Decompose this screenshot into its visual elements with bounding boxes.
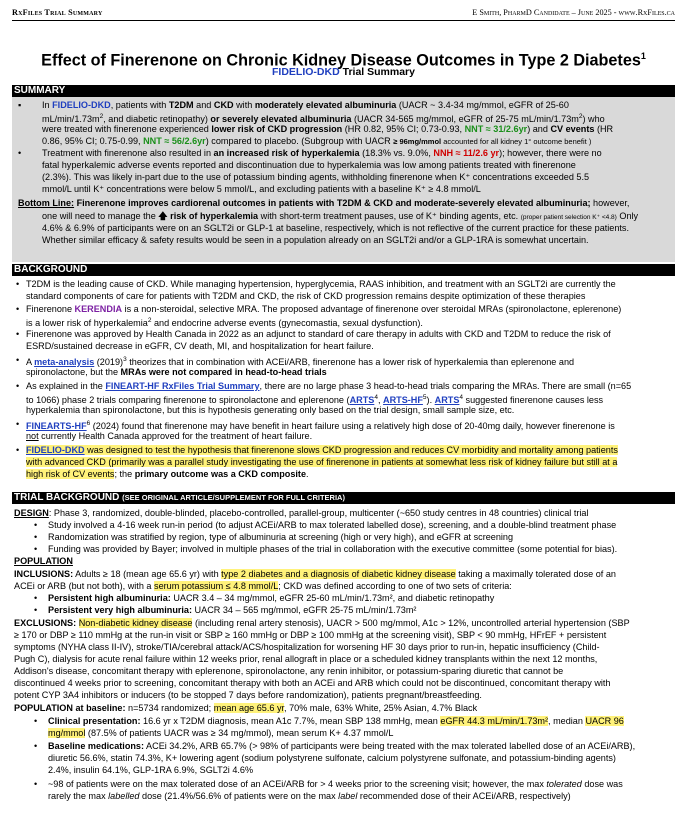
background-line: hyperkalemia than spironolactone, but this is hypothesis generating only based on the trial design, small sample size, etc. — [26, 405, 515, 415]
population-baseline-line: POPULATION at baseline: n=5734 randomized; mean age 65.6 yr, 70% male, 63% White, 25% Asian, 4.7% Black — [14, 703, 478, 713]
summary-box — [12, 97, 675, 262]
bullet-icon: • — [34, 605, 38, 615]
bullet-icon: • — [34, 716, 38, 726]
summary-line: In FIDELIO-DKD, patients with T2DM and CKD with moderately elevated albuminuria (UACR ~ 3.4-34 mg/mmol, eGFR of 25-60 — [42, 100, 569, 110]
background-line: standard components of care for patients with T2DM and CKD, the risk of CKD progression remains despite optimization of these therapies — [26, 291, 586, 301]
exclusion-line: symptoms (NYHA class II-IV), stroke/TIA/cerebral attack/ACS/hospitalization for worsening HF 30 days prior to run-in, hepatic insufficiency (Child- — [14, 642, 600, 652]
background-section — [12, 278, 675, 492]
population-heading: POPULATION — [14, 556, 73, 566]
bullet-icon: • — [16, 279, 20, 289]
summary-line: (2.3%). This was likely in-part due to the use of potassium binding agents, withholding finerenone when K⁺ concentrations exceeded 5.5 — [42, 172, 590, 182]
dose-note-line: rarely the max labelled dose (21.4%/56.6% of patients were on the max label recommended dose of their ACEi/ARB, respectively) — [48, 791, 571, 801]
inclusion-line: Persistent very high albuminuria: UACR 34 – 565 mg/mmol, eGFR 25-75 mL/min/1.73m² — [48, 605, 417, 615]
bottom-line: 4.6% & 6.9% of participants were on an SGLT2i or GLP-1 at baseline, respectively, which is not reflective of the current practice for these patients. — [42, 223, 630, 233]
exclusion-line: potent CYP 3A4 inhibitors or inducers (to be stopped 7 days before randomization), patients pregnant/breastfeeding. — [14, 690, 482, 700]
bullet-icon: • — [34, 532, 38, 542]
trial-background-section — [12, 507, 675, 837]
section-summary-heading: SUMMARY — [12, 85, 675, 97]
fineart-hf-link[interactable]: FINEART-HF RxFiles Trial Summary — [105, 381, 260, 391]
exclusion-line: discontinued 4 weeks prior to screening, concomitant therapy with both an ACEi and ARB which could not be discontinued, concomitant therapy with — [14, 678, 611, 688]
exclusion-line: Addison's disease, concomitant therapy with eplerenone, spironolactone, any renin inhibitor, or potassium-sparing diuretic that cannot be — [14, 666, 564, 676]
running-header — [12, 6, 675, 21]
bullet-icon: • — [16, 329, 20, 339]
background-line: is a lower risk of hyperkalemia$^2$ and endocrine adverse events (gynecomastia, sexual dysfunction). — [26, 317, 423, 329]
arts-hf-link[interactable]: ARTS-HF — [383, 395, 423, 406]
arts-link[interactable]: ARTS — [349, 395, 375, 406]
header-right: E Smith, PharmD Candidate – June 2025 - www.RxFiles.ca — [472, 8, 675, 17]
summary-line: were treated with finerenone experienced lower risk of CKD progression (HR 0.82, 95% CI; 0.73-0.93, NNT ≈ 31/2.6yr) and CV events (HR — [42, 124, 614, 134]
summary-line: fatal hyperkalemic adverse events reported and discontinuation due to hyperkalemia was low among patients treated with finerenone — [42, 160, 576, 170]
background-line: ESRD/sustained decrease in eGFR, CV death, MI, and hospitalization for heart failure. — [26, 341, 374, 351]
design-line: Study involved a 4-16 week run-in period (to adjust ACEi/ARB to max tolerated labelled dose), screening, and a double-blind treatment phase — [48, 520, 617, 530]
baseline-medications-line: Baseline medications: ACEi 34.2%, ARB 65.7% (> 98% of participants were being treated with the max tolerated labelled dose of an ACEi/ARB), — [48, 741, 636, 751]
clinical-presentation-line: Clinical presentation: 16.6 yr x T2DM diagnosis, mean A1c 7.7%, mean SBP 138 mmHg, mean eGFR 44.3 mL/min/1.73m², median UACR 96 — [48, 716, 624, 726]
background-line: FIDELIO-DKD was designed to test the hypothesis that finerenone slows CKD progression and reduces CV morbidity and mortality among patients — [26, 445, 618, 455]
summary-line: $mL/\min/1.73m^2$, and diabetic retinopathy) or severely elevated albuminuria (UACR 34-565 mg/mmol, eGFR of 25-75 $mL/\min/1.73m^2$) who — [42, 113, 605, 125]
bullet-icon: • — [34, 520, 38, 530]
background-line: Finerenone KERENDIA is a non-steroidal, selective MRA. The proposed advantage of finerenone over steroidal MRAs (spironolactone, eplerenone) — [26, 304, 622, 314]
background-line: T2DM is the leading cause of CKD. While managing hypertension, hyperglycemia, RAAS inhibition, and treatment with an SGLT2i are currently the — [26, 279, 616, 289]
background-line: high risk of CV events; the primary outcome was a CKD composite. — [26, 469, 309, 479]
exclusion-line: Pugh C), dialysis for acute renal failure within 12 weeks prior, renal allograft in place or a scheduled kidney transplants within the next 12 months, — [14, 654, 598, 664]
meta-analysis-link[interactable]: meta-analysis — [34, 357, 95, 368]
page-title: Effect of Finerenone on Chronic Kidney Disease Outcomes in Type 2 Diabetes$^1$ — [41, 51, 646, 70]
summary-line: mmol/L until K⁺ concentrations were below 5 mmol/L, and excluding patients with a baseline K⁺ ≥ 4.8 mmol/L — [42, 184, 481, 194]
background-line: Finerenone was approved by Health Canada in 2022 as an adjunct to standard of care therapy in adults with CKD and T2DM to reduce the risk of — [26, 329, 611, 339]
baseline-medications-line: 2.4%, insulin 64.1%, GLP-1RA 6.9%, SGLT2i 4.6% — [48, 765, 254, 775]
design-line: DESIGN: Phase 3, randomized, double-blinded, placebo-controlled, parallel-group, multicenter (~650 study centres in 48 countries) clinical trial — [14, 508, 589, 518]
bullet-icon: • — [16, 355, 20, 365]
bottom-line: one will need to manage the 🡅 risk of hyperkalemia with short-term treatment pauses, use of K⁺ binding agents, etc. (proper patient selection K⁺ <4.8) Only — [42, 211, 639, 221]
background-line: to 1066) phase 2 trials comparing finerenone to spironolactone and eplerenone (ARTS$^4$, ARTS-$HF^5$). ARTS$^4$ suggested finerenone causes less — [26, 394, 604, 406]
section-background-heading: BACKGROUND — [12, 264, 675, 276]
summary-line: Treatment with finerenone also resulted in an increased risk of hyperkalemia (18.3% vs. 9.0%, NNH ≈ 11/2.6 yr); however, there were no — [42, 148, 602, 158]
design-line: Randomization was stratified by region, type of albuminuria at screening (high or very high), and eGFR at screening — [48, 532, 514, 542]
inclusion-line: ACEi or ARB (but not both), with a serum potassium ≤ 4.8 mmol/L; CKD was defined according to one of two sets of criteria: — [14, 581, 512, 591]
background-line: A meta-analysis $(2019)^3$ theorizes that in combination with ACEi/ARB, finerenone has a lower risk of hyperkalemia than eplerenone and — [26, 356, 575, 368]
bottom-line: Bottom Line: Finerenone improves cardiorenal outcomes in patients with T2DM & CKD and moderate-severely elevated albuminuria; however, — [18, 198, 630, 208]
bullet-icon: • — [34, 593, 38, 603]
design-line: Funding was provided by Bayer; involved in multiple phases of the trial in collaboration with the executive committee (some potential for bias). — [48, 544, 618, 554]
bullet-icon: • — [34, 544, 38, 554]
section-trial-background-heading: TRIAL BACKGROUND (SEE ORIGINAL ARTICLE/SUPPLEMENT FOR FULL CRITERIA) — [12, 492, 675, 504]
background-line: with advanced CKD (primarily was a parallel study investigating the use of finerenone in patients at somewhat less risk of kidney failure but still at a — [26, 457, 618, 467]
clinical-presentation-line: mg/mmol (87.5% of patients UACR was ≥ 34 mg/mmol), mean serum K+ 4.37 mmol/L — [48, 728, 394, 738]
header-left: RxFiles Trial Summary — [12, 8, 103, 17]
dose-note-line: ~98 of patients were on the max tolerated dose of an ACEi/ARB for > 4 weeks prior to the screening visit; however, the max tolerated dose was — [48, 779, 623, 789]
bullet-icon: • — [18, 148, 22, 158]
bullet-icon: ▪ — [18, 100, 22, 110]
background-line: not currently Health Canada approved for the treatment of heart failure. — [26, 431, 313, 441]
inclusion-line: INCLUSIONS: Adults ≥ 18 (mean age 65.6 yr) with type 2 diabetes and a diagnosis of diabetic kidney disease taking a maximally tolerated dose of an — [14, 569, 616, 579]
bullet-icon: • — [34, 741, 38, 751]
exclusion-line: ≥ 170 or DBP ≥ 110 mmHg at the run-in visit or SBP ≥ 160 mmHg or DBP ≥ 100 mmHg at the screening visit), SBP < 90 mmHg, HFrEF + persistent — [14, 630, 607, 640]
bullet-icon: • — [16, 445, 20, 455]
up-arrow-icon: 🡅 — [158, 211, 168, 221]
baseline-medications-line: diuretic 56.6%, statin 74.3%, K+ lowering agent (sodium polystyrene sulfonate, calcium polystyrene sulfonate, and potassium-binding agents) — [48, 753, 616, 763]
background-line: FINEARTS-$HF^6$ (2024) found that finerenone may have benefit in heart failure using a relatively high dose of 20-40mg daily, however finerenone is — [26, 420, 615, 432]
bullet-icon: • — [16, 419, 20, 429]
background-line: As explained in the FINEART-HF RxFiles Trial Summary, there are no large phase 3 head-to-head trials comparing the MRAs. There are small (n=65 — [26, 381, 632, 391]
arts-link[interactable]: ARTS — [434, 395, 460, 406]
bullet-icon: • — [16, 304, 20, 314]
bottom-line: Whether similar efficacy & safety results would be seen in a population already on an SGLT2i and/or a GLP-1RA is somewhat uncertain. — [42, 235, 589, 245]
finearts-hf-link[interactable]: FINEARTS-HF — [26, 421, 87, 432]
summary-line: 0.86, 95% CI; 0.75-0.99, NNT ≈ 56/2.6yr) compared to placebo. (Subgroup with UACR ≥ 96mg/mmol accounted for all kidney 1° outcome benefit ) — [42, 136, 592, 146]
inclusion-line: Persistent high albuminuria: UACR 3.4 – 34 mg/mmol, eGFR 25-60 mL/min/1.73m², and diabetic retinopathy — [48, 593, 495, 603]
bullet-icon: • — [16, 381, 20, 391]
fidelio-dkd-link[interactable]: FIDELIO-DKD — [26, 445, 85, 455]
exclusion-line: EXCLUSIONS: Non-diabetic kidney disease (including renal artery stenosis), UACR > 500 mg/mmol, A1c > 12%, uncontrolled arterial hypertension (SBP — [14, 618, 630, 628]
background-line: spironolactone, but the MRAs were not compared in head-to-head trials — [26, 367, 327, 377]
page-subtitle: FIDELIO-DKD Trial Summary — [272, 66, 415, 78]
bullet-icon: • — [34, 779, 38, 789]
